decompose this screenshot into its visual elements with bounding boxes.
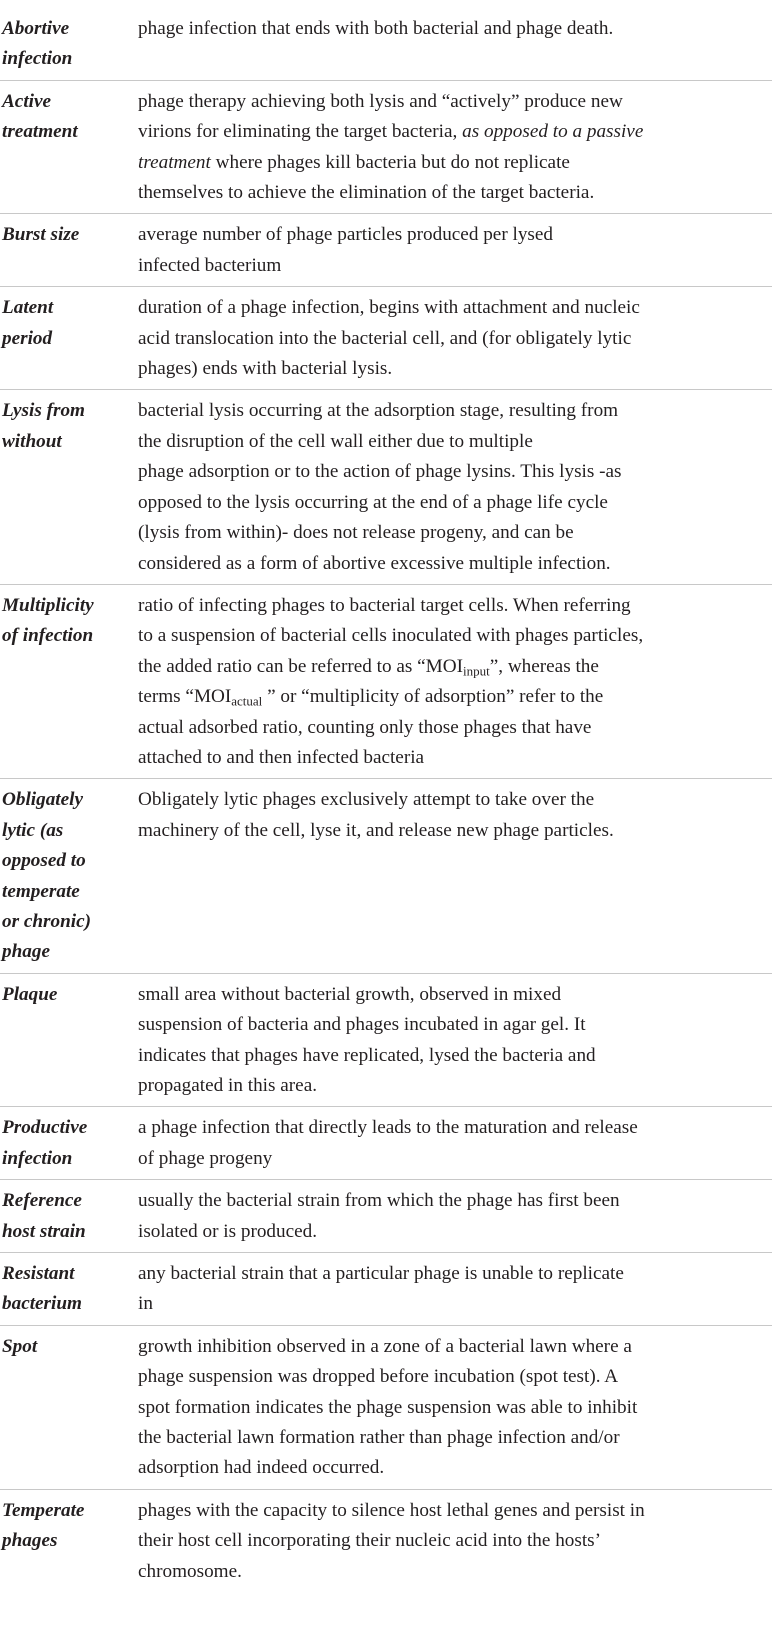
definition-text: the disruption of the cell wall either due to multiple xyxy=(138,430,533,452)
term-text: infection xyxy=(2,1147,73,1169)
definition-text: to a suspension of bacterial cells inoculated with phages particles, xyxy=(138,625,644,647)
term-cell xyxy=(0,1180,136,1253)
definition-line xyxy=(138,682,756,712)
definition-cell xyxy=(136,6,772,80)
definition-cell xyxy=(136,287,772,390)
table-row xyxy=(0,1107,772,1180)
glossary-table xyxy=(0,6,772,1592)
definition-text: ” or “multiplicity of adsorption” refer to the xyxy=(262,686,604,708)
term-cell xyxy=(0,973,136,1107)
term-text: Lysis from xyxy=(2,400,85,422)
definition-cell xyxy=(136,80,772,214)
definition-text: spot formation indicates the phage suspension was able to inhibit xyxy=(138,1396,638,1418)
term-text: temperate xyxy=(2,880,80,902)
term-text: phage xyxy=(2,941,50,963)
definition-text: ”, whereas the xyxy=(489,655,599,677)
table-row xyxy=(0,1489,772,1592)
term-text: Resistant xyxy=(2,1263,75,1285)
definition-cell xyxy=(136,214,772,287)
definition-text: isolated or is produced. xyxy=(138,1220,318,1242)
term-text: Plaque xyxy=(2,983,58,1005)
definition-cell xyxy=(136,1489,772,1592)
term-cell xyxy=(0,80,136,214)
definition-text: average number of phage particles produced per lysed xyxy=(138,224,554,246)
definition-cell xyxy=(136,1253,772,1326)
definition-cell xyxy=(136,973,772,1107)
term-text: lytic (as xyxy=(2,819,64,841)
definition-text: considered as a form of abortive excessive multiple infection. xyxy=(138,552,611,574)
definition-text: the added ratio can be referred to as “MOI xyxy=(138,655,463,677)
definition-line xyxy=(138,117,756,147)
term-cell xyxy=(0,390,136,584)
definition-text: (lysis from within)- does not release progeny, and can be xyxy=(138,522,574,544)
table-row xyxy=(0,779,772,973)
definition-text: virions for eliminating the target bacteria, xyxy=(138,121,463,143)
definition-text: machinery of the cell, lyse it, and release new phage particles. xyxy=(138,819,614,841)
term-cell xyxy=(0,1253,136,1326)
term-text: Burst size xyxy=(2,224,80,246)
term-cell xyxy=(0,1325,136,1489)
table-row xyxy=(0,1253,772,1326)
term-cell xyxy=(0,6,136,80)
definition-line xyxy=(138,652,756,682)
table-row xyxy=(0,287,772,390)
table-row xyxy=(0,1180,772,1253)
term-text: Multiplicity xyxy=(2,594,94,616)
term-text: Spot xyxy=(2,1335,38,1357)
term-text: of infection xyxy=(2,625,94,647)
term-text: Active xyxy=(2,90,52,112)
definition-text: where phages kill bacteria but do not replicate xyxy=(210,151,570,173)
definition-cell xyxy=(136,779,772,973)
term-text: Obligately xyxy=(2,789,83,811)
definition-text: small area without bacterial growth, observed in mixed xyxy=(138,983,562,1005)
definition-text: themselves to achieve the elimination of the target bacteria. xyxy=(138,182,595,204)
table-row xyxy=(0,973,772,1107)
table-row xyxy=(0,214,772,287)
table-row xyxy=(0,6,772,80)
definition-text: adsorption had indeed occurred. xyxy=(138,1457,385,1479)
term-cell xyxy=(0,779,136,973)
term-text: Productive xyxy=(2,1117,88,1139)
term-text: without xyxy=(2,430,62,452)
definition-line xyxy=(138,148,756,178)
term-text: period xyxy=(2,327,53,349)
term-text: treatment xyxy=(2,121,78,143)
definition-text: in xyxy=(138,1293,153,1315)
definition-text: terms “MOI xyxy=(138,686,232,708)
definition-text: ratio of infecting phages to bacterial target cells. When referring xyxy=(138,594,631,616)
definition-text: attached to and then infected bacteria xyxy=(138,746,425,768)
term-cell xyxy=(0,214,136,287)
term-text: bacterium xyxy=(2,1293,82,1315)
term-text: Reference xyxy=(2,1190,82,1212)
definition-text: duration of a phage infection, begins with attachment and nucleic xyxy=(138,297,640,319)
term-cell xyxy=(0,1489,136,1592)
term-cell xyxy=(0,584,136,778)
definition-text: indicates that phages have replicated, lysed the bacteria and xyxy=(138,1044,596,1066)
definition-cell xyxy=(136,390,772,584)
definition-italic-text: as opposed to a passive xyxy=(462,121,644,143)
definition-text: any bacterial strain that a particular phage is unable to replicate xyxy=(138,1263,624,1285)
definition-text: the bacterial lawn formation rather than phage infection and/or xyxy=(138,1427,620,1449)
term-text: phages xyxy=(2,1530,58,1552)
definition-text: bacterial lysis occurring at the adsorption stage, resulting from xyxy=(138,400,619,422)
definition-cell xyxy=(136,1180,772,1253)
table-row xyxy=(0,1325,772,1489)
definition-text: their host cell incorporating their nucleic acid into the hosts’ xyxy=(138,1530,602,1552)
definition-text: phage therapy achieving both lysis and “actively” produce new xyxy=(138,90,623,112)
definition-text: growth inhibition observed in a zone of a bacterial lawn where a xyxy=(138,1335,632,1357)
definition-text: Obligately lytic phages exclusively attempt to take over the xyxy=(138,789,595,811)
definition-text: a phage infection that directly leads to the maturation and release xyxy=(138,1117,638,1139)
definition-text: phage suspension was dropped before incubation (spot test). A xyxy=(138,1366,619,1388)
definition-text: actual adsorbed ratio, counting only those phages that have xyxy=(138,716,592,738)
definition-text: propagated in this area. xyxy=(138,1075,318,1096)
definition-text: phage adsorption or to the action of phage lysins. This lysis -as xyxy=(138,461,622,483)
subscript-text: actual xyxy=(231,693,263,709)
definition-text: usually the bacterial strain from which the phage has first been xyxy=(138,1190,620,1212)
term-text: infection xyxy=(2,48,73,70)
definition-text: acid translocation into the bacterial cell, and (for obligately lytic xyxy=(138,327,632,349)
term-text: Abortive xyxy=(2,18,70,39)
term-cell xyxy=(0,287,136,390)
table-row xyxy=(0,390,772,584)
definition-text: opposed to the lysis occurring at the end of a phage life cycle xyxy=(138,491,608,513)
definition-cell xyxy=(136,1107,772,1180)
definition-text: phages) ends with bacterial lysis. xyxy=(138,358,393,380)
definition-text: phages with the capacity to silence host lethal genes and persist in xyxy=(138,1499,645,1521)
term-text: or chronic) xyxy=(2,910,92,932)
term-cell xyxy=(0,1107,136,1180)
table-row xyxy=(0,80,772,214)
definition-text: suspension of bacteria and phages incubated in agar gel. It xyxy=(138,1014,586,1036)
definition-cell xyxy=(136,1325,772,1489)
term-text: Latent xyxy=(2,297,54,319)
term-text: Temperate xyxy=(2,1499,85,1521)
definition-text: chromosome. xyxy=(138,1560,242,1582)
term-text: host strain xyxy=(2,1220,86,1242)
table-row xyxy=(0,584,772,778)
definition-cell xyxy=(136,584,772,778)
definition-italic-text: treatment xyxy=(138,151,211,173)
subscript-text: input xyxy=(462,662,490,678)
definition-text: of phage progeny xyxy=(138,1147,273,1169)
definition-text: phage infection that ends with both bacterial and phage death. xyxy=(138,18,614,39)
term-text: opposed to xyxy=(2,850,86,872)
definition-text: infected bacterium xyxy=(138,254,282,276)
